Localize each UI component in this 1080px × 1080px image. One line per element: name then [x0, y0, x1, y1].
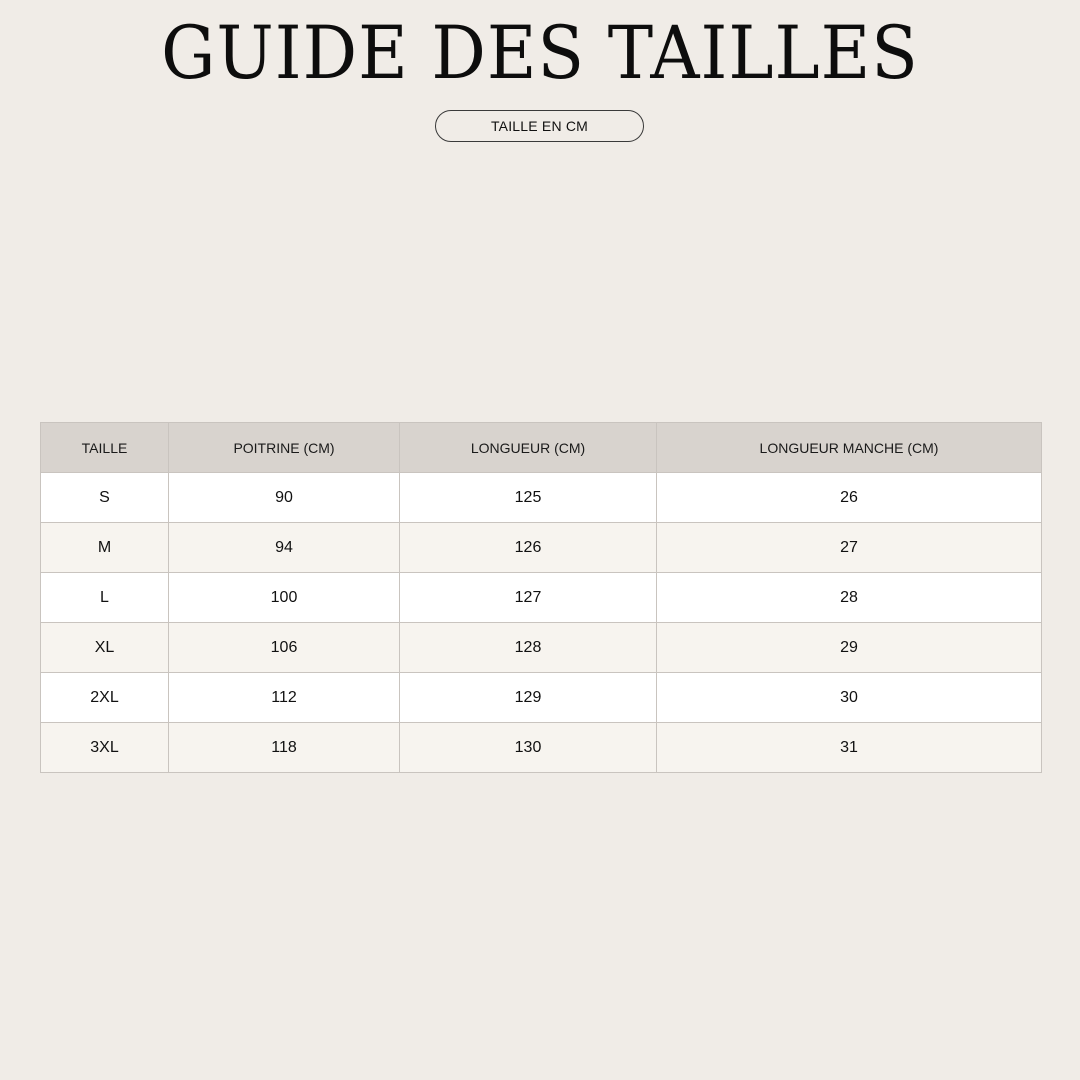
- table-row: [41, 723, 1042, 773]
- cell-size: 2XL: [41, 673, 169, 723]
- size-table-container: [40, 422, 1041, 773]
- column-header-size: TAILLE: [41, 423, 169, 473]
- cell-length: 127: [400, 573, 657, 623]
- cell-length: 130: [400, 723, 657, 773]
- cell-size: M: [41, 523, 169, 573]
- column-header-sleeve-length: LONGUEUR MANCHE (CM): [657, 423, 1042, 473]
- cell-length: 125: [400, 473, 657, 523]
- table-row: [41, 573, 1042, 623]
- cell-size: S: [41, 473, 169, 523]
- cell-length: 128: [400, 623, 657, 673]
- column-header-length: LONGUEUR (CM): [400, 423, 657, 473]
- cell-chest: 94: [169, 523, 400, 573]
- cell-sleeve-length: 26: [657, 473, 1042, 523]
- cell-size: L: [41, 573, 169, 623]
- table-row: [41, 623, 1042, 673]
- column-header-chest: POITRINE (CM): [169, 423, 400, 473]
- table-row: [41, 473, 1042, 523]
- cell-chest: 112: [169, 673, 400, 723]
- cell-size: 3XL: [41, 723, 169, 773]
- size-table: [40, 422, 1042, 773]
- cell-length: 126: [400, 523, 657, 573]
- cell-length: 129: [400, 673, 657, 723]
- table-row: [41, 673, 1042, 723]
- table-row: [41, 523, 1042, 573]
- table-header-row: [41, 423, 1042, 473]
- cell-sleeve-length: 28: [657, 573, 1042, 623]
- unit-badge: TAILLE EN CM: [435, 110, 644, 142]
- cell-sleeve-length: 31: [657, 723, 1042, 773]
- cell-sleeve-length: 27: [657, 523, 1042, 573]
- cell-chest: 90: [169, 473, 400, 523]
- cell-chest: 118: [169, 723, 400, 773]
- cell-chest: 100: [169, 573, 400, 623]
- cell-sleeve-length: 29: [657, 623, 1042, 673]
- cell-chest: 106: [169, 623, 400, 673]
- page-title: GUIDE DES TAILLES: [161, 10, 919, 97]
- cell-size: XL: [41, 623, 169, 673]
- cell-sleeve-length: 30: [657, 673, 1042, 723]
